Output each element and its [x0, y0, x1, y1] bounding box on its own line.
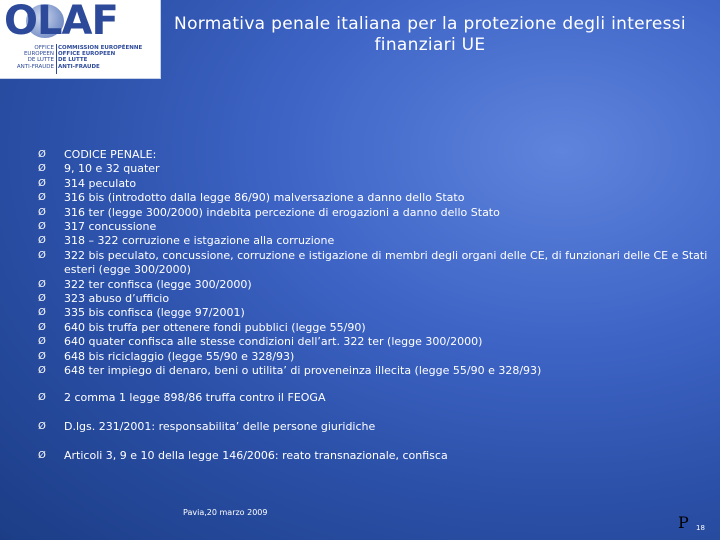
list-item: [38, 278, 708, 292]
list-item: [38, 191, 708, 205]
footer-p-mark: P: [678, 513, 689, 532]
list-item-text: D.lgs. 231/2001: responsabilita’ delle persone giuridiche: [64, 419, 376, 433]
list-item: [38, 350, 708, 364]
arrow-bullet-icon: Ø: [38, 420, 46, 432]
list-item-text: 648 bis riciclaggio (legge 55/90 e 328/93): [64, 349, 295, 363]
list-item-text: Articoli 3, 9 e 10 della legge 146/2006: reato transnazionale, confisca: [64, 449, 448, 463]
arrow-bullet-icon: Ø: [38, 450, 46, 462]
list-item: [38, 234, 708, 248]
list-item: [38, 220, 708, 234]
arrow-bullet-icon: Ø: [38, 249, 46, 261]
arrow-bullet-icon: Ø: [38, 177, 46, 189]
list-item-text: 316 ter (legge 300/2000) indebita percezione di erogazioni a danno dello Stato: [64, 205, 500, 219]
list-item-text: 640 bis truffa per ottenere fondi pubblici (legge 55/90): [64, 320, 366, 334]
list-item: [38, 364, 708, 378]
arrow-bullet-icon: Ø: [38, 192, 46, 204]
slide-title: Normativa penale italiana per la protezione degli interessi finanziari UE: [174, 14, 686, 55]
list-item-text: CODICE PENALE:: [64, 148, 157, 161]
list-item-text: 323 abuso d’ufficio: [64, 292, 170, 306]
arrow-bullet-icon: Ø: [38, 336, 46, 348]
list-item: [38, 206, 708, 220]
list-item-text: 9, 10 e 32 quater: [64, 162, 160, 176]
list-item: [38, 249, 708, 278]
list-item: [38, 306, 708, 320]
list-item: [38, 449, 708, 463]
list-item: [38, 292, 708, 306]
arrow-bullet-icon: Ø: [38, 221, 46, 233]
page-number: 18: [696, 524, 705, 532]
bullet-list: [38, 148, 708, 464]
arrow-bullet-icon: Ø: [38, 278, 46, 290]
footer-date: Pavia,20 marzo 2009: [183, 508, 268, 517]
list-item: [38, 335, 708, 349]
logo-text-right: COMMISSION EUROPÉENNE OFFICE EUROPEEN DE LUTTE ANTI-FRAUDE: [58, 45, 143, 70]
list-item: [38, 420, 708, 434]
list-item-text: 316 bis (introdotto dalla legge 86/90) malversazione a danno dello Stato: [64, 191, 465, 205]
list-item: [38, 148, 708, 162]
list-item-text: 640 quater confisca alle stesse condizioni dell’art. 322 ter (legge 300/2000): [64, 335, 483, 349]
list-item-text: 648 ter impiego di denaro, beni o utilita’ di proveneinza illecita (legge 55/90 e 328/93): [64, 364, 542, 378]
logo-text-left: OFFICE EUROPEEN DE LUTTE ANTI-FRAUDE: [16, 45, 54, 70]
arrow-bullet-icon: Ø: [38, 235, 46, 247]
list-item: [38, 162, 708, 176]
logo-mark: OLAF: [4, 0, 118, 44]
logo-divider: [56, 44, 57, 74]
arrow-bullet-icon: Ø: [38, 391, 46, 403]
arrow-bullet-icon: Ø: [38, 206, 46, 218]
list-item-text: 335 bis confisca (legge 97/2001): [64, 306, 245, 320]
list-item-text: 322 ter confisca (legge 300/2000): [64, 277, 252, 291]
list-item: [38, 321, 708, 335]
arrow-bullet-icon: Ø: [38, 163, 46, 175]
list-item: [38, 177, 708, 191]
list-item-text: 2 comma 1 legge 898/86 truffa contro il FEOGA: [64, 390, 326, 404]
arrow-bullet-icon: Ø: [38, 365, 46, 377]
list-item-text: 318 – 322 corruzione e istgazione alla corruzione: [64, 234, 335, 248]
list-item: [38, 391, 708, 405]
arrow-bullet-icon: Ø: [38, 350, 46, 362]
list-item-text: 314 peculato: [64, 176, 137, 190]
arrow-bullet-icon: Ø: [38, 321, 46, 333]
list-item-text: 317 concussione: [64, 220, 157, 234]
olaf-logo: [0, 0, 161, 79]
list-item-text: 322 bis peculato, concussione, corruzione e istigazione di membri degli organi delle CE, di funzionari delle CE e Stati esteri (egge 300/2000): [64, 248, 708, 277]
arrow-bullet-icon: Ø: [38, 293, 46, 305]
arrow-bullet-icon: Ø: [38, 149, 46, 160]
arrow-bullet-icon: Ø: [38, 307, 46, 319]
